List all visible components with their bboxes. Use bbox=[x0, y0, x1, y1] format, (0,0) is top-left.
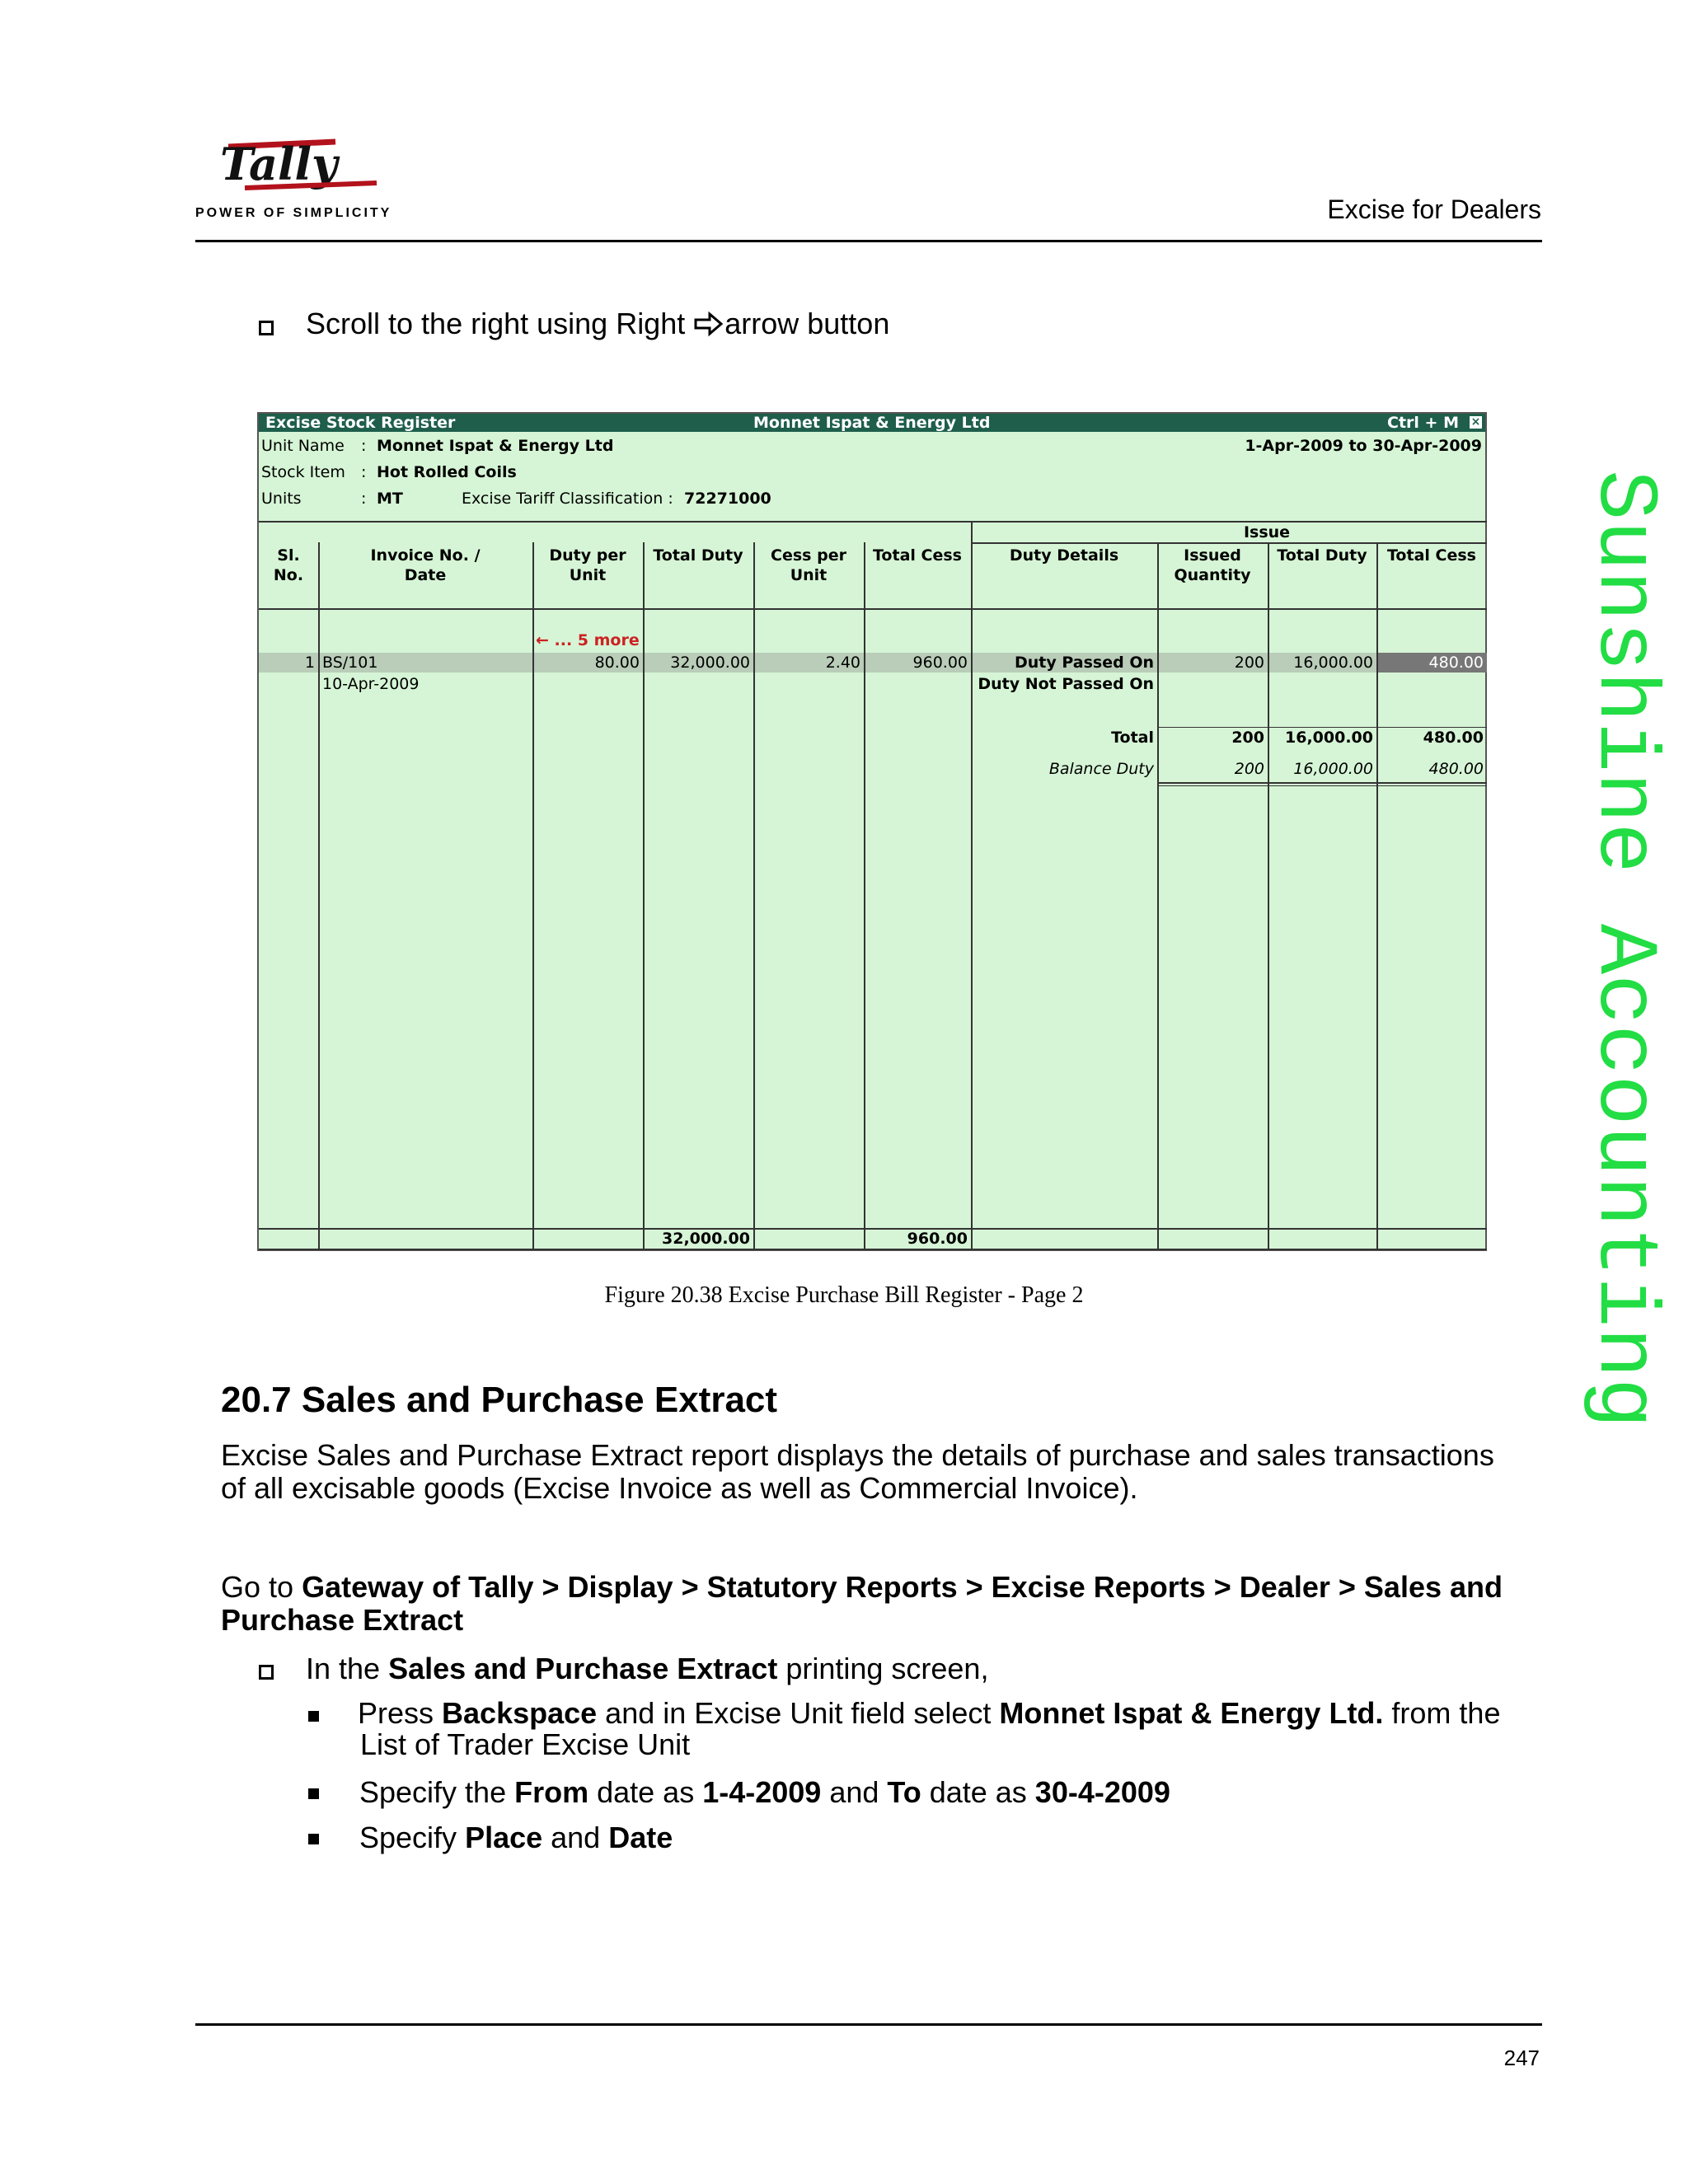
goto-path: Gateway of Tally > Display > Statutory Reports > Excise Reports > Dealer > Sales and bbox=[302, 1570, 1503, 1604]
description-line: Excise Sales and Purchase Extract report displays the details of purchase and sales transactions bbox=[221, 1438, 1494, 1472]
more-columns-indicator[interactable]: ← ... 5 more bbox=[536, 631, 640, 649]
col-header-issued-quantity: Issued Quantity bbox=[1174, 546, 1251, 584]
col-divider bbox=[1376, 542, 1378, 1249]
tally-logo bbox=[195, 132, 393, 223]
watermark bbox=[1576, 470, 1672, 1722]
logo-wordmark: Tally bbox=[220, 138, 338, 190]
section-heading: 20.7 Sales and Purchase Extract bbox=[221, 1380, 778, 1420]
col-header-cess-per-unit: Cess per Unit bbox=[771, 546, 846, 584]
window-title: Excise Stock Register bbox=[265, 414, 456, 432]
col-header-total-cess: Total Cess bbox=[873, 546, 962, 565]
issue-group-rule bbox=[971, 542, 1487, 544]
filled-bullet-icon bbox=[308, 1834, 319, 1844]
row-invoice-no: BS/101 bbox=[322, 654, 378, 672]
header-title: Excise for Dealers bbox=[1327, 194, 1541, 224]
col-header-issue-total-cess: Total Cess bbox=[1387, 546, 1476, 565]
col-divider bbox=[318, 542, 320, 1249]
instruction-text-after: arrow button bbox=[724, 307, 890, 340]
substep-dates: Specify the From date as 1-4-2009 and To date as 30-4-2009 bbox=[359, 1775, 1170, 1809]
balance-duty: 16,000.00 bbox=[1293, 760, 1373, 778]
row-total-cess: 960.00 bbox=[912, 654, 968, 672]
navigation-path bbox=[221, 1571, 1548, 1637]
tally-logo-icon bbox=[195, 132, 393, 198]
logo-tagline: POWER OF SIMPLICITY bbox=[195, 206, 392, 220]
shortcut-label: Ctrl + M bbox=[1387, 414, 1459, 432]
row-duty-per-unit: 80.00 bbox=[594, 654, 640, 672]
col-header-duty-details: Duty Details bbox=[1009, 546, 1119, 565]
excise-stock-register-screenshot bbox=[257, 412, 1487, 1251]
balance-bottom-rule bbox=[1157, 782, 1487, 784]
total-top-rule bbox=[1157, 727, 1487, 728]
col-header-invoice: Invoice No. / Date bbox=[370, 546, 481, 584]
scroll-instruction bbox=[306, 307, 889, 341]
col-divider bbox=[532, 542, 534, 1249]
balance-double-rule bbox=[1157, 785, 1487, 786]
duty-passed-qty: 200 bbox=[1234, 654, 1264, 672]
substep-excise-unit: Press Backspace and in Excise Unit field select Monnet Ispat & Energy Ltd. from the List of Trader Excise Unit bbox=[358, 1696, 1501, 1761]
total-duty: 16,000.00 bbox=[1285, 729, 1373, 747]
units-label: Units bbox=[261, 490, 302, 508]
row-cess-per-unit: 2.40 bbox=[825, 654, 860, 672]
col-divider bbox=[864, 542, 865, 1249]
duty-passed-label: Duty Passed On bbox=[1014, 654, 1154, 672]
col-divider bbox=[1268, 542, 1269, 1249]
section-description bbox=[221, 1439, 1548, 1505]
balance-cess: 480.00 bbox=[1428, 760, 1484, 778]
close-icon[interactable]: × bbox=[1470, 415, 1481, 429]
footer-total-cess: 960.00 bbox=[907, 1230, 968, 1248]
stock-item-label: Stock Item bbox=[261, 463, 345, 481]
unit-name-value: Monnet Ispat & Energy Ltd bbox=[377, 437, 614, 455]
balance-duty-label: Balance Duty bbox=[1048, 760, 1154, 778]
filled-bullet-icon bbox=[308, 1788, 319, 1799]
col-header-sl: Sl. No. bbox=[273, 546, 304, 584]
balance-qty: 200 bbox=[1234, 760, 1264, 778]
figure-caption: Figure 20.38 Excise Purchase Bill Register - Page 2 bbox=[604, 1282, 1084, 1308]
colon: : bbox=[361, 490, 367, 508]
header-bottom-rule bbox=[259, 608, 1487, 610]
col-divider bbox=[1157, 542, 1159, 1249]
units-value: MT bbox=[377, 490, 403, 508]
col-divider bbox=[971, 521, 973, 1249]
footer-bottom-rule bbox=[259, 1249, 1487, 1250]
footer-total-duty: 32,000.00 bbox=[662, 1230, 750, 1248]
col-divider bbox=[643, 542, 645, 1249]
header-divider bbox=[195, 240, 1542, 242]
goto-path-cont: Purchase Extract bbox=[221, 1603, 464, 1637]
page-number: 247 bbox=[1503, 2046, 1540, 2070]
goto-prefix: Go to bbox=[221, 1570, 302, 1604]
title-bar bbox=[259, 414, 1485, 432]
filled-bullet-icon bbox=[308, 1711, 319, 1722]
substep-place-date: Specify Place and Date bbox=[359, 1821, 673, 1854]
total-cess: 480.00 bbox=[1423, 729, 1484, 747]
stock-item-value: Hot Rolled Coils bbox=[377, 463, 517, 481]
duty-passed-cess[interactable]: 480.00 bbox=[1428, 654, 1484, 672]
issue-group-header: Issue bbox=[1243, 523, 1291, 541]
period-range: 1-Apr-2009 to 30-Apr-2009 bbox=[1245, 437, 1482, 455]
unit-name-label: Unit Name bbox=[261, 437, 345, 455]
right-arrow-icon bbox=[693, 312, 724, 336]
col-header-total-duty: Total Duty bbox=[653, 546, 743, 565]
square-bullet-icon bbox=[259, 321, 274, 335]
duty-passed-duty: 16,000.00 bbox=[1293, 654, 1373, 672]
company-name: Monnet Ispat & Energy Ltd bbox=[753, 414, 991, 432]
col-header-duty-per-unit: Duty per Unit bbox=[549, 546, 626, 584]
row-sl-no: 1 bbox=[304, 654, 315, 672]
total-qty: 200 bbox=[1231, 729, 1264, 747]
watermark-text: Sunshine Accounting bbox=[1576, 470, 1672, 1428]
colon: : bbox=[361, 437, 367, 455]
tariff-label: Excise Tariff Classification : bbox=[462, 490, 673, 508]
tariff-value: 72271000 bbox=[684, 490, 771, 508]
col-header-issue-total-duty: Total Duty bbox=[1277, 546, 1367, 565]
footer-divider bbox=[195, 2023, 1542, 2026]
total-label: Total bbox=[1111, 729, 1154, 747]
colon: : bbox=[361, 463, 367, 481]
duty-not-passed-label: Duty Not Passed On bbox=[978, 675, 1154, 693]
row-total-duty: 32,000.00 bbox=[670, 654, 750, 672]
row-invoice-date: 10-Apr-2009 bbox=[322, 675, 420, 693]
square-bullet-icon bbox=[259, 1665, 274, 1680]
instruction-text-before: Scroll to the right using Right bbox=[306, 307, 694, 340]
col-divider bbox=[753, 542, 755, 1249]
step-printing-screen: In the Sales and Purchase Extract printing screen, bbox=[306, 1652, 989, 1685]
description-line: of all excisable goods (Excise Invoice as well as Commercial Invoice). bbox=[221, 1471, 1138, 1505]
